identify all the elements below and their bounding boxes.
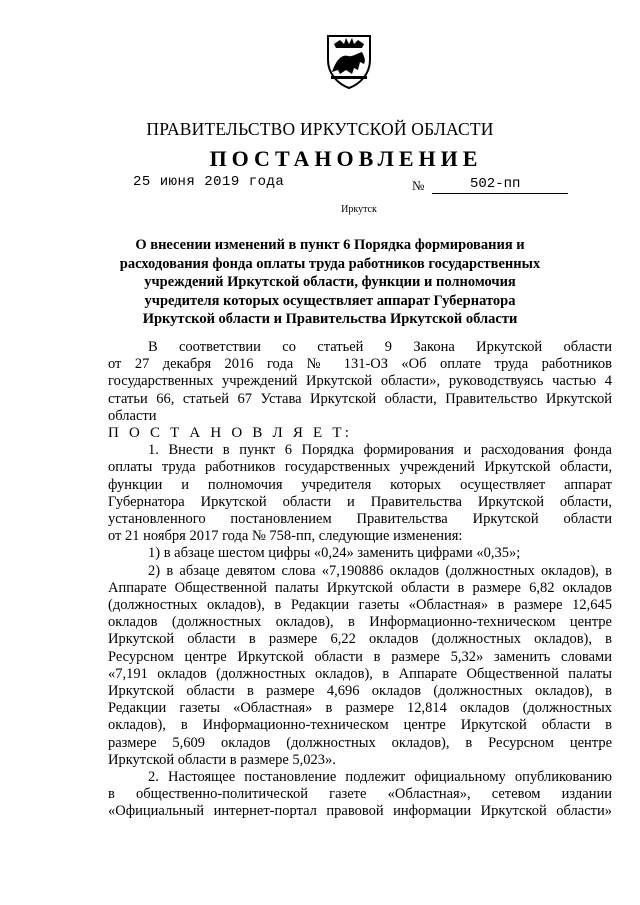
decree-number: 502-пп bbox=[470, 176, 521, 192]
text-line: области bbox=[108, 407, 157, 424]
text-line: Ресурсном центре Иркутской области в размере 5,32» заменить словами bbox=[108, 648, 612, 665]
text-line: В соответствии со статьей 9 Закона Иркутской области bbox=[148, 339, 612, 355]
number-underline bbox=[432, 193, 568, 194]
text-line: в общественно-политической газете «Областная», сетевом издании bbox=[108, 786, 612, 803]
text-line: Редакции газеты «Областная» в размере 12,814 окладов (должностных bbox=[108, 700, 612, 717]
coat-of-arms-icon bbox=[318, 30, 380, 92]
city-name: Иркутск bbox=[341, 204, 377, 215]
text-line: окладов), в Информационно-техническом центре Иркутской области в bbox=[108, 717, 612, 734]
preamble bbox=[108, 339, 612, 425]
number-sign: № bbox=[412, 178, 425, 193]
text-line: 1) в абзаце шестом цифры «0,24» заменить цифрами «0,35»; bbox=[148, 545, 521, 562]
decree-number-block bbox=[412, 176, 572, 196]
text-line: от 27 декабря 2016 года № 131-ОЗ «Об оплате труда работников bbox=[108, 356, 612, 373]
text-line: Иркутской области в размере 5,023». bbox=[108, 751, 336, 768]
text-line: Иркутской области в размере 6,22 окладов (должностных окладов), в bbox=[108, 631, 612, 648]
document-body bbox=[108, 339, 612, 821]
document-type: ПОСТАНОВЛЕНИЕ bbox=[209, 146, 483, 171]
text-line: функции и полномочия учредителя которых осуществляет аппарат bbox=[108, 476, 612, 493]
text-line: оплаты труда работников государственных учреждений Иркутской области, bbox=[108, 459, 612, 476]
text-line: 2. Настоящее постановление подлежит официальному опубликованию bbox=[148, 769, 612, 786]
text-line: Аппарате Общественной палаты Иркутской области в размере 6,82 окладов bbox=[108, 579, 612, 596]
decree-title: О внесении изменений в пункт 6 Порядка формирования и расходования фонда оплаты труда работников государственных учреждений Иркутской области, функции и полномочия учредителя которых осуществляет аппарат Губернатора Иркутской области и Правительства Иркутской области bbox=[119, 237, 541, 327]
text-line: (должностных окладов), в Редакции газеты «Областная» в размере 12,645 bbox=[108, 597, 612, 614]
text-line: «Официальный интернет-портал правовой информации Иркутской области» bbox=[108, 803, 612, 820]
text-line: установленного постановлением Правительства Иркутской области bbox=[108, 511, 612, 528]
subitem-1 bbox=[108, 545, 612, 562]
text-line: государственных учреждений Иркутской области», руководствуясь частью 4 bbox=[108, 373, 612, 390]
text-line: окладов (должностных окладов), в Информационно-техническом центре bbox=[108, 614, 612, 631]
text-line: 2) в абзаце девятом слова «7,190886 окладов (должностных окладов), в bbox=[148, 562, 612, 579]
decree-date: 25 июня 2019 года bbox=[133, 174, 285, 190]
text-line: статьи 66, статьей 67 Устава Иркутской области, Правительство Иркутской bbox=[108, 390, 612, 407]
item-2 bbox=[108, 769, 612, 821]
text-line: Губернатора Иркутской области и Правительства Иркутской области, bbox=[108, 493, 612, 510]
text-line: «7,191 окладов (должностных окладов), в Аппарате Общественной палаты bbox=[108, 665, 612, 682]
text-line: размере 5,609 окладов (должностных окладов), в Ресурсном центре bbox=[108, 734, 612, 751]
government-name: ПРАВИТЕЛЬСТВО ИРКУТСКОЙ ОБЛАСТИ bbox=[146, 119, 494, 139]
text-line: 1. Внести в пункт 6 Порядка формирования и расходования фонда bbox=[148, 442, 612, 459]
item-1 bbox=[108, 442, 612, 545]
text-line: от 21 ноября 2017 года № 758-пп, следующие изменения: bbox=[108, 528, 463, 545]
resolves-heading: П О С Т А Н О В Л Я Е Т: bbox=[108, 425, 353, 442]
subitem-2 bbox=[108, 563, 612, 769]
text-line: Иркутской области в размере 4,696 окладов (должностных окладов), в bbox=[108, 683, 612, 700]
